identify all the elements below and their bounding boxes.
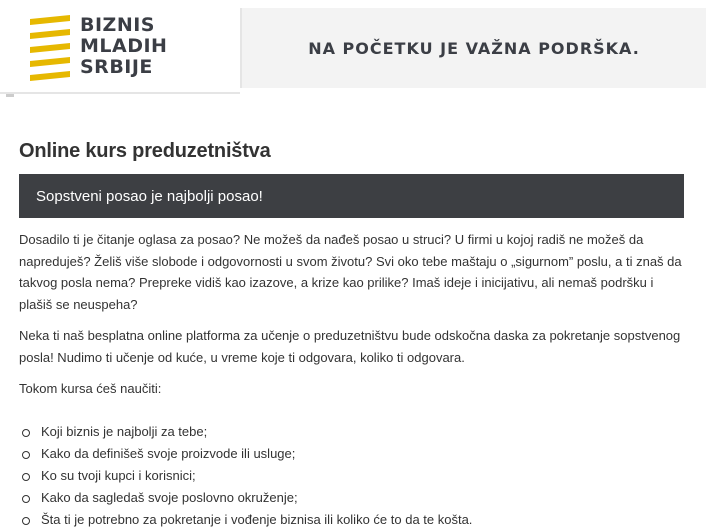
intro-paragraph: Dosadilo ti je čitanje oglasa za posao? Ne možeš da nađeš posao u struci? U firmi u kojoj radiš ne možeš da napreduješ? Želiš više slobode i odgovornosti u svom životu? Svi oko tebe maštaju o „sigurnom” poslu, a ti znaš da takvog posla nema? Prepreke vidiš kao izazove, a krize kao prilike? Imaš ideje i inicijativu, ali nemaš podršku i plašiš se neuspeha? [19,232,682,312]
list-item-text: Ko su tvoji kupci i korisnici; [41,467,196,483]
circle-bullet-icon [22,517,30,525]
section-banner: Sopstveni posao je najbolji posao! [19,174,684,218]
offer-paragraph: Neka ti naš besplatna online platforma za učenje o preduzetništvu bude odskočna daska za pokretanje sopstvenog posla! Nudimo ti učenje od kuće, u vreme koje ti odgovara, koliko ti odgovara. [19,328,681,365]
header-divider [0,92,240,94]
list-item-text: Kako da sagledaš svoje poslovno okruženje; [41,489,298,505]
logo-line: MLADIH [80,35,168,57]
slogan-banner [240,8,706,88]
list-item [19,487,685,509]
list-item [19,421,685,443]
main-content [19,140,685,531]
learning-list [19,421,685,531]
circle-bullet-icon [22,451,30,459]
logo-line: BIZNIS [80,14,155,36]
list-item [19,443,685,465]
header-tick [6,94,14,97]
circle-bullet-icon [22,495,30,503]
site-header [0,0,706,95]
logo[interactable] [0,0,240,92]
logo-line: SRBIJE [80,56,153,78]
page-title: Online kurs preduzetništva [19,140,271,162]
logo-text [80,15,167,78]
circle-bullet-icon [22,429,30,437]
list-item [19,509,685,531]
circle-bullet-icon [22,473,30,481]
slogan-text: NA POČETKU JE VAŽNA PODRŠKA. [308,38,640,58]
logo-stripes-icon [28,15,72,81]
list-intro: Tokom kursa ćeš naučiti: [19,381,162,396]
list-item-text: Kako da definišeš svoje proizvode ili usluge; [41,445,296,461]
list-item-text: Koji biznis je najbolji za tebe; [41,423,208,439]
list-item-text: Šta ti je potrebno za pokretanje i vođenje biznisa ili koliko će to da te košta. [41,511,473,527]
list-item [19,465,685,487]
